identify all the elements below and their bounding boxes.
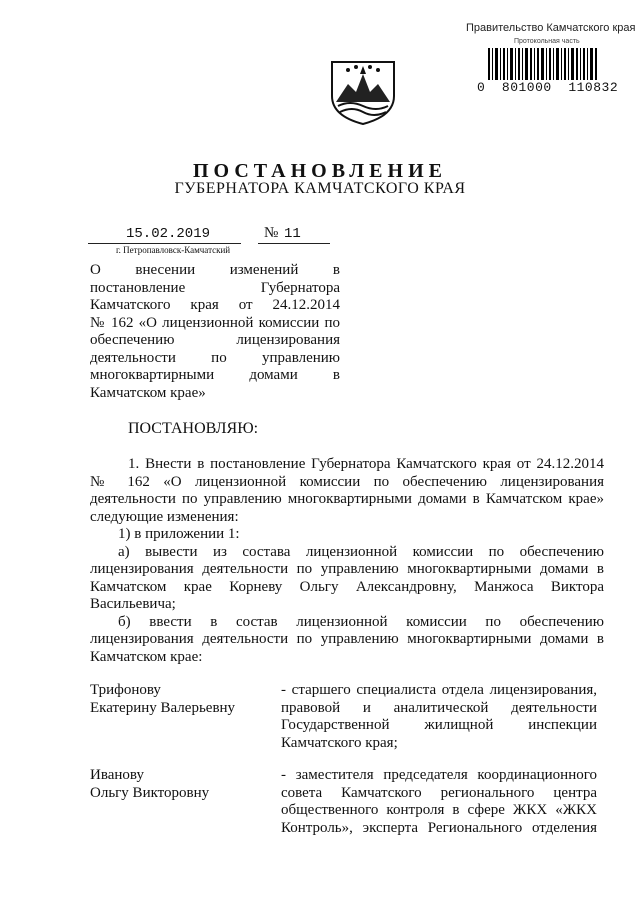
subject-line: деятельности по управлению [90, 349, 340, 366]
decree-word: ПОСТАНОВЛЯЮ: [128, 420, 259, 437]
member-role-line: правовой и аналитической деятельности [281, 699, 597, 716]
subject-line: обеспечению лицензирования [90, 332, 340, 348]
number-underline [258, 243, 330, 244]
stamp-organization: Правительство Камчатского края [466, 22, 636, 34]
member-role [281, 767, 597, 837]
document-subtitle: ГУБЕРНАТОРА КАМЧАТСКОГО КРАЯ [174, 180, 466, 197]
member-name-line: Ольгу Викторовну [90, 784, 210, 801]
member-name-line: Екатерину Валерьевну [90, 699, 236, 716]
subject-line: многоквартирными домами в [90, 367, 340, 383]
member-role-line: общественного контроля в сфере ЖКХ «ЖКХ [281, 802, 597, 818]
city: г. Петропавловск-Камчатский [116, 245, 231, 255]
member-name-line: Трифонову [90, 682, 161, 698]
member-role-line: Контроль», эксперта Регионального отделения [281, 819, 597, 836]
subject-line: О внесении изменений в [90, 262, 340, 278]
subject-line: Камчатского края от 24.12.2014 [90, 297, 340, 313]
document-number: 11 [284, 226, 301, 242]
appendix-line: 1) в приложении 1: [118, 526, 240, 542]
paragraph-1-line: № 162 «О лицензионной комиссии по обеспечению лицензирования [90, 473, 604, 490]
paragraph-1-line: деятельности по управлению многоквартирными домами в Камчатском крае» [90, 491, 604, 507]
member-role-line: Государственной жилищной инспекции [281, 717, 597, 733]
item-b-line: лицензирования деятельности по управлению многоквартирными домами в [90, 631, 604, 647]
document-date: 15.02.2019 [126, 226, 211, 242]
paragraph-1-line: 1. Внести в постановление Губернатора Камчатского края от 24.12.2014 [128, 456, 604, 472]
member-name [90, 767, 290, 802]
coat-of-arms-icon [318, 56, 408, 126]
date-underline [88, 243, 241, 244]
item-a-line: а) вывести из состава лицензионной комиссии по обеспечению [118, 543, 604, 560]
member-name [90, 682, 290, 717]
document-title: ПОСТАНОВЛЕНИЕ [193, 160, 447, 182]
item-a-line: лицензирования деятельности по управлению многоквартирными домами в [90, 561, 604, 577]
item-a-line: Камчатском крае Корневу Ольгу Александровну, Манжоса Виктора [90, 578, 604, 595]
barcode-number: 0 801000 110832 [477, 80, 619, 95]
subject-line: № 162 «О лицензионной комиссии по [90, 314, 340, 331]
subject-line: постановление Губернатора [90, 279, 340, 296]
member-role-line: совета Камчатского регионального центра [281, 784, 597, 801]
member-role-line: - старшего специалиста отдела лицензирования, [281, 682, 597, 698]
member-role [281, 682, 597, 752]
item-b-line: б) ввести в состав лицензионной комиссии по обеспечению [118, 613, 604, 630]
member-role-line: Камчатского края; [281, 734, 398, 751]
subject-block [90, 262, 340, 402]
subject-line: Камчатском крае» [90, 384, 206, 401]
paragraph-1-line: следующие изменения: [90, 508, 239, 525]
document-body [90, 456, 604, 666]
item-a-line: Васильевича; [90, 596, 176, 612]
number-sign: № [264, 225, 279, 241]
item-b-line: Камчатском крае: [90, 648, 203, 665]
stamp-label: Протокольная часть [514, 38, 580, 45]
member-name-line: Иванову [90, 767, 144, 783]
member-role-line: - заместителя председателя координационного [281, 767, 597, 783]
